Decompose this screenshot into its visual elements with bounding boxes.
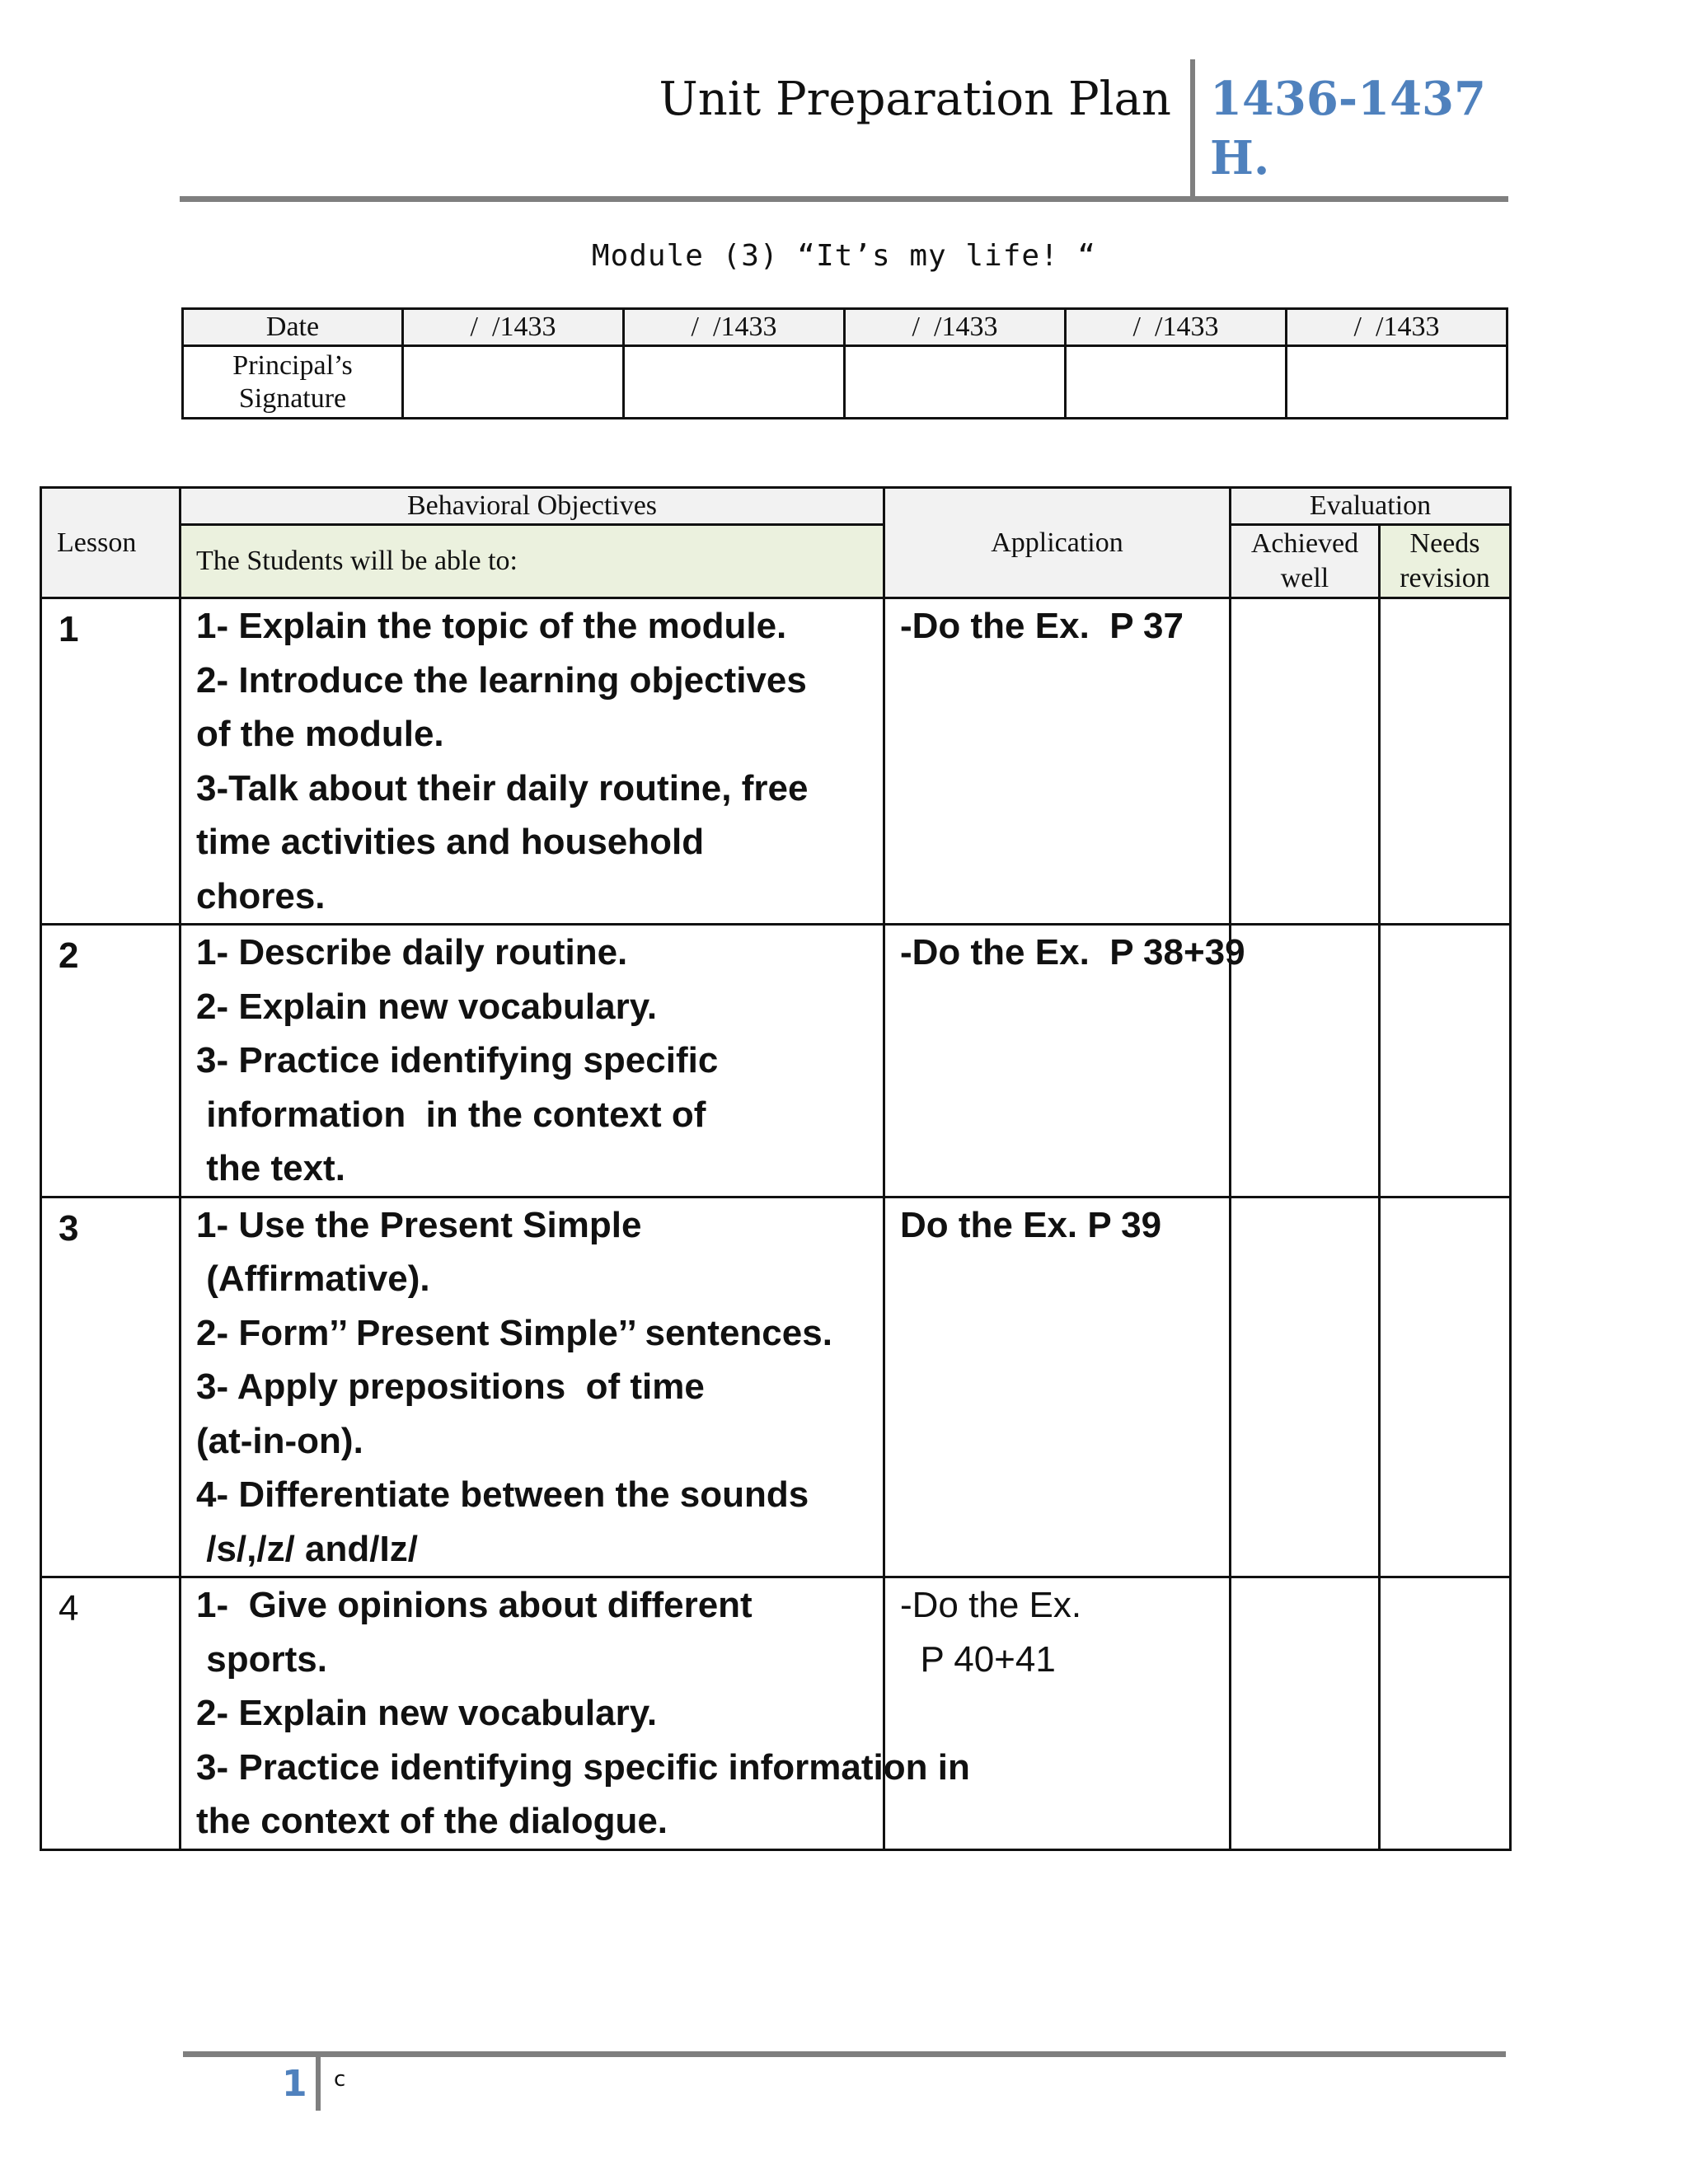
objective-line: (Affirmative). bbox=[196, 1258, 430, 1299]
needs-revision-header-line: Needs bbox=[1409, 528, 1480, 559]
needs-revision-cell bbox=[1380, 1577, 1511, 1850]
signature-label-line: Signature bbox=[238, 382, 347, 414]
header-year-range: 1436-1437 bbox=[1210, 72, 1486, 126]
document-title: Unit Preparation Plan bbox=[659, 73, 1171, 126]
lesson-application bbox=[884, 598, 1231, 925]
footer-divider bbox=[316, 2055, 321, 2111]
objective-line: the text. bbox=[196, 1148, 345, 1188]
needs-revision-cell bbox=[1380, 1197, 1511, 1577]
application-line: -Do the Ex. P 38+39 bbox=[900, 932, 1245, 972]
signature-cell bbox=[845, 346, 1066, 419]
objective-line: 1- Describe daily routine. bbox=[196, 932, 628, 972]
achieved-well-header bbox=[1231, 525, 1380, 598]
lesson-objectives bbox=[181, 925, 884, 1197]
lesson-row bbox=[41, 1577, 1511, 1850]
header-year bbox=[1210, 69, 1486, 188]
lesson-row bbox=[41, 598, 1511, 925]
module-title: Module (3) “It’s my life! “ bbox=[591, 239, 1097, 273]
signature-label bbox=[183, 346, 403, 419]
application-line: P 40+41 bbox=[900, 1638, 1056, 1680]
objective-line: information in the context of bbox=[196, 1094, 706, 1135]
achieved-well-cell bbox=[1231, 598, 1380, 925]
objective-line: 1- Explain the topic of the module. bbox=[196, 606, 787, 646]
objective-line: 4- Differentiate between the sounds bbox=[196, 1474, 809, 1515]
date-cell: / /1433 bbox=[1066, 309, 1287, 346]
objective-line: of the module. bbox=[196, 714, 444, 754]
header-rule bbox=[180, 196, 1508, 202]
signature-cell bbox=[403, 346, 624, 419]
objective-line: chores. bbox=[196, 875, 326, 916]
signature-cell bbox=[1287, 346, 1507, 419]
lesson-number: 4 bbox=[41, 1577, 181, 1850]
objective-line: sports. bbox=[196, 1638, 327, 1680]
signature-cell bbox=[624, 346, 845, 419]
objective-line: 2- Introduce the learning objectives bbox=[196, 659, 807, 701]
lesson-number: 2 bbox=[41, 925, 181, 1197]
lesson-number: 1 bbox=[41, 598, 181, 925]
lesson-row bbox=[41, 925, 1511, 1197]
needs-revision-cell bbox=[1380, 925, 1511, 1197]
footer-mark: c bbox=[334, 2067, 346, 2092]
lesson-table-header-row bbox=[41, 488, 1511, 525]
lesson-header: Lesson bbox=[41, 488, 181, 598]
application-line: -Do the Ex. P 37 bbox=[900, 606, 1184, 646]
date-cell: / /1433 bbox=[403, 309, 624, 346]
header-divider bbox=[1190, 59, 1195, 196]
date-cell: / /1433 bbox=[1287, 309, 1507, 346]
achieved-well-header-line: Achieved bbox=[1250, 528, 1359, 559]
date-row bbox=[183, 309, 1507, 346]
needs-revision-header bbox=[1380, 525, 1511, 598]
achieved-well-cell bbox=[1231, 1577, 1380, 1850]
lesson-number: 3 bbox=[41, 1197, 181, 1577]
signature-row bbox=[183, 346, 1507, 419]
date-signature-table bbox=[181, 307, 1508, 419]
objective-line: /s/,/z/ and/Iz/ bbox=[196, 1528, 418, 1569]
date-cell: / /1433 bbox=[845, 309, 1066, 346]
objectives-subheader: The Students will be able to: bbox=[181, 525, 884, 598]
objective-line: 3- Practice identifying specific bbox=[196, 1040, 719, 1080]
page-number: 1 bbox=[282, 2063, 307, 2105]
footer-rule bbox=[183, 2051, 1506, 2057]
signature-label-line: Principal’s bbox=[232, 349, 353, 381]
date-cell: / /1433 bbox=[624, 309, 845, 346]
needs-revision-header-line: revision bbox=[1400, 563, 1490, 593]
lesson-application bbox=[884, 925, 1245, 1197]
objective-line: the context of the dialogue. bbox=[196, 1801, 668, 1841]
lesson-application bbox=[884, 1577, 1231, 1850]
lesson-row bbox=[41, 1197, 1511, 1577]
lesson-table-subheader-row bbox=[41, 525, 1511, 598]
objective-line: 3-Talk about their daily routine, free bbox=[196, 767, 809, 808]
lesson-objectives bbox=[181, 598, 884, 925]
signature-cell bbox=[1066, 346, 1287, 419]
achieved-well-cell bbox=[1231, 925, 1380, 1197]
objectives-header: Behavioral Objectives bbox=[181, 488, 884, 525]
lesson-objectives bbox=[181, 1197, 884, 1577]
lesson-application bbox=[884, 1197, 1231, 1577]
objective-line: 2- Form’’ Present Simple’’ sentences. bbox=[196, 1312, 832, 1353]
achieved-well-cell bbox=[1231, 1197, 1380, 1577]
achieved-well-header-line: well bbox=[1280, 563, 1329, 593]
application-line: -Do the Ex. bbox=[900, 1585, 1082, 1625]
lesson-plan-table bbox=[40, 486, 1512, 1851]
header-year-suffix: H. bbox=[1210, 131, 1270, 185]
objective-line: 1- Give opinions about different bbox=[196, 1585, 753, 1625]
objective-line: 2- Explain new vocabulary. bbox=[196, 1693, 658, 1733]
objective-line: (at-in-on). bbox=[196, 1420, 363, 1461]
objective-line: time activities and household bbox=[196, 822, 705, 862]
needs-revision-cell bbox=[1380, 598, 1511, 925]
evaluation-header: Evaluation bbox=[1231, 488, 1511, 525]
date-label: Date bbox=[183, 309, 403, 346]
lesson-objectives bbox=[181, 1577, 970, 1850]
objective-line: 3- Practice identifying specific information in bbox=[196, 1746, 970, 1788]
objective-line: 2- Explain new vocabulary. bbox=[196, 986, 658, 1027]
objective-line: 3- Apply prepositions of time bbox=[196, 1366, 705, 1407]
application-line: Do the Ex. P 39 bbox=[900, 1204, 1162, 1245]
application-header: Application bbox=[884, 488, 1231, 598]
objective-line: 1- Use the Present Simple bbox=[196, 1204, 642, 1245]
